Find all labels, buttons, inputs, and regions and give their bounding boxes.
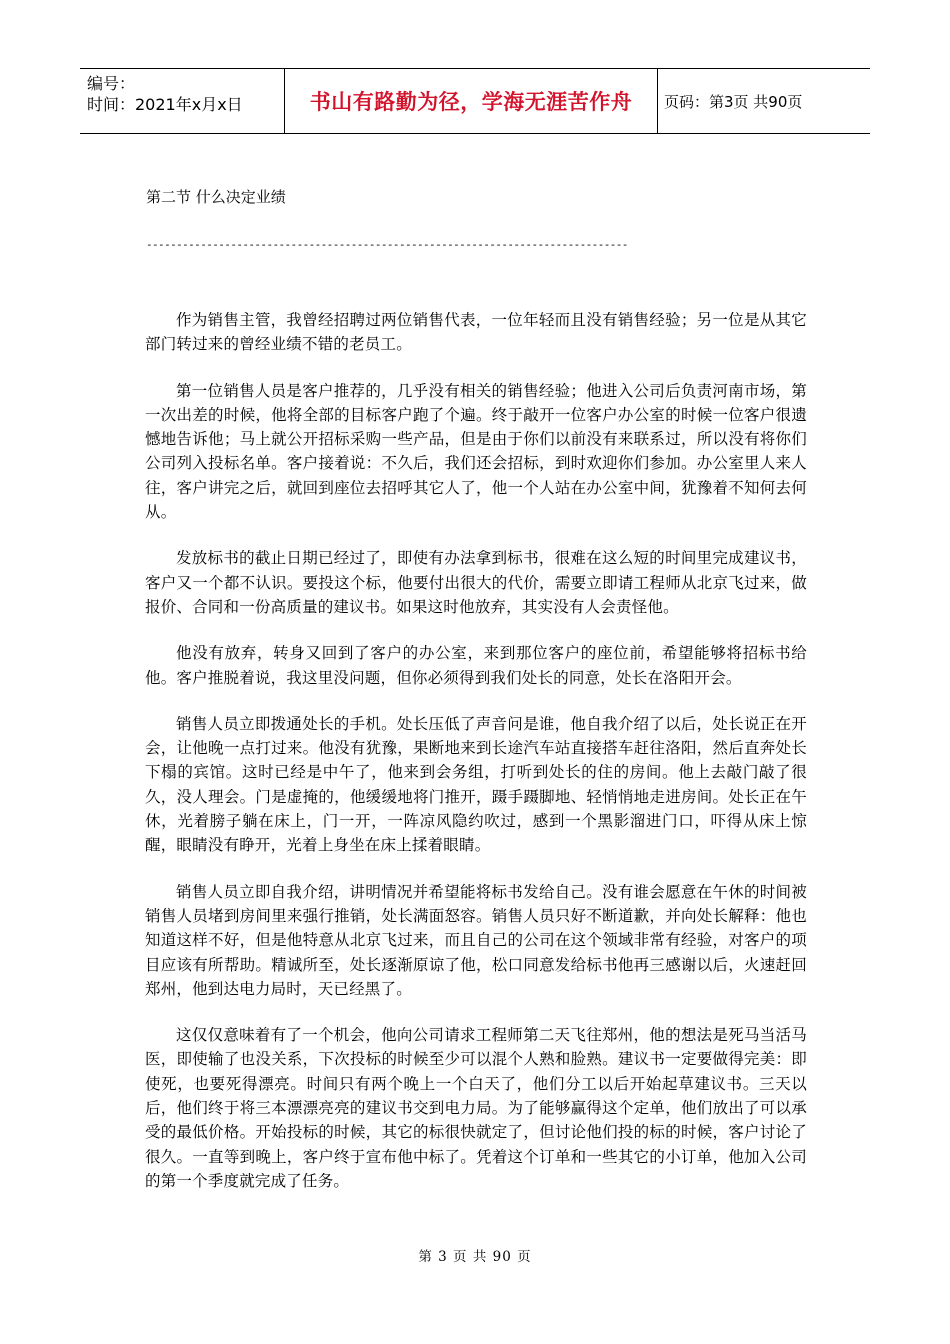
header-date: 时间：2021年x月x日: [87, 95, 243, 114]
header-meta: [80, 69, 284, 133]
paragraph: 第一位销售人员是客户推荐的，几乎没有相关的销售经验；他进入公司后负责河南市场，第一次出差的时候，他将全部的目标客户跑了个遍。终于敲开一位客户办公室的时候一位客户很遗憾地告诉他；马上就公开招标采购一些产品，但是由于你们以前没有来联系过，所以没有将你们公司列入投标名单。客户接着说：不久后，我们还会招标，到时欢迎你们参加。办公室里人来人往，客户讲完之后，就回到座位去招呼其它人了，他一个人站在办公室中间，犹豫着不知何去何从。: [145, 381, 807, 522]
page-header: [80, 68, 870, 134]
paragraph: 销售人员立即拨通处长的手机。处长压低了声音问是谁，他自我介绍了以后，处长说正在开会，让他晚一点打过来。他没有犹豫，果断地来到长途汽车站直接搭车赶往洛阳，然后直奔处长下榻的宾馆。这时已经是中午了，他来到会务组，打听到处长的住的房间。他上去敲门敲了很久，没人理会。门是虚掩的，他缓缓地将门推开，蹑手蹑脚地、轻悄悄地走进房间。处长正在午休，光着膀子躺在床上，门一开，一阵凉风隐约吹过，感到一个黑影溜进门口，吓得从床上惊醒，眼睛没有睁开，光着上身坐在床上揉着眼睛。: [145, 714, 807, 855]
paragraph: 作为销售主管，我曾经招聘过两位销售代表，一位年轻而且没有销售经验；另一位是从其它部门转过来的曾经业绩不错的老员工。: [145, 311, 807, 354]
paragraph: 这仅仅意味着有了一个机会，他向公司请求工程师第二天飞往郑州，他的想法是死马当活马医，即使输了也没关系，下次投标的时候至少可以混个人熟和脸熟。建议书一定要做得完美：即使死，也要死得漂亮。时间只有两个晚上一个白天了，他们分工以后开始起草建议书。三天以后，他们终于将三本漂漂亮亮的建议书交到电力局。为了能够赢得这个定单，他们放出了可以承受的最低价格。开始投标的时候，其它的标很快就定了，但讨论他们投的标的时候，客户讨论了很久。一直等到晚上，客户终于宣布他中标了。凭着这个订单和一些其它的小订单，他加入公司的第一个季度就完成了任务。: [145, 1026, 807, 1190]
paragraph: 发放标书的截止日期已经过了，即使有办法拿到标书，很难在这么短的时间里完成建议书，客户又一个都不认识。要投这个标，他要付出很大的代价，需要立即请工程师从北京飞过来，做报价、合同和一份高质量的建议书。如果这时他放弃，其实没有人会责怪他。: [145, 549, 807, 616]
body-text: [145, 308, 807, 1215]
header-motto: 书山有路勤为径，学海无涯苦作舟: [284, 69, 658, 133]
header-number-label: 编号：: [87, 74, 136, 93]
section-title: 第二节 什么决定业绩: [146, 188, 286, 206]
separator-line: --------------------------------------------------------------------------------: [146, 238, 628, 251]
page-footer: 第 3 页 共 90 页: [418, 1249, 532, 1265]
paragraph: 销售人员立即自我介绍，讲明情况并希望能将标书发给自己。没有谁会愿意在午休的时间被销售人员堵到房间里来强行推销，处长满面怒容。销售人员只好不断道歉，并向处长解释：他也知道这样不好，但是他特意从北京飞过来，而且自己的公司在这个领域非常有经验，对客户的项目应该有所帮助。精诚所至，处长逐渐原谅了他，松口同意发给标书他再三感谢以后，火速赶回郑州，他到达电力局时，天已经黑了。: [145, 882, 807, 998]
header-page-info: 页码：第3页 共90页: [664, 92, 803, 111]
paragraph: 他没有放弃，转身又回到了客户的办公室，来到那位客户的座位前，希望能够将招标书给他。客户推脱着说，我这里没问题，但你必须得到我们处长的同意，处长在洛阳开会。: [145, 644, 807, 687]
